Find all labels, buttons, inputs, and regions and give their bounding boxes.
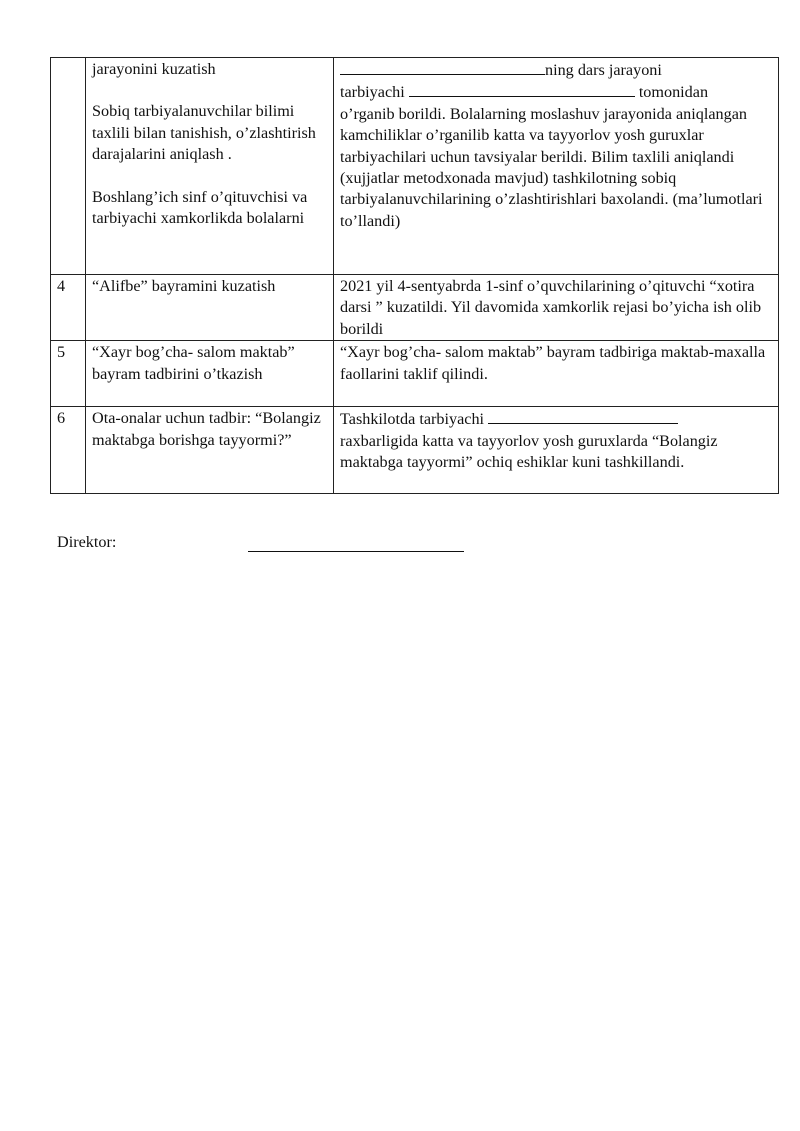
table-row (51, 407, 779, 494)
result-cell (334, 58, 779, 275)
table-row (51, 275, 779, 341)
activity-text: jarayonini kuzatish (92, 60, 216, 78)
activity-cell: Ota-onalar uchun tadbir: “Bolangiz maktabga borishga tayyormi?” (86, 407, 334, 494)
activity-cell: “Xayr bog’cha- salom maktab” bayram tadbirini o’tkazish (86, 341, 334, 407)
result-text: ning dars jarayoni (545, 61, 662, 79)
result-cell: 2021 yil 4-sentyabrda 1-sinf o’quvchilarining o’qituvchi “xotira darsi ” kuzatildi. Yil davomida xamkorlik rejasi bo’yicha ish olib borildi (334, 275, 779, 341)
activity-cell: “Alifbe” bayramini kuzatish (86, 275, 334, 341)
row-number (51, 58, 86, 275)
activity-text: Sobiq tarbiyalanuvchilar bilimi taxlili bilan tanishish, o’zlashtirish darajalarini aniqlash . (92, 102, 316, 164)
table-row (51, 341, 779, 407)
result-cell: “Xayr bog’cha- salom maktab” bayram tadbiriga maktab-maxalla faollarini taklif qilindi. (334, 341, 779, 407)
blank-line (409, 81, 635, 97)
activity-cell (86, 58, 334, 275)
director-label: Direktor: (57, 533, 117, 551)
report-table (50, 57, 779, 494)
row-number: 5 (51, 341, 86, 407)
result-text: o’rganib borildi. Bolalarning moslashuv jarayonida aniqlangan kamchiliklar o’rganilib katta va tayyorlov yosh guruxlar tarbiyachilari uchun tavsiyalar berildi. Bilim taxlili aniqlandi (xujjatlar metodxonada mavjud) tashkilotning sobiq tarbiyalanuvchilarining o’zlashtirishlari baxolandi. (ma’lumotlari to’llandi) (340, 104, 763, 230)
row-number: 6 (51, 407, 86, 494)
blank-line (340, 59, 545, 75)
result-text: tarbiyachi (340, 83, 405, 102)
result-text: raxbarligida katta va tayyorlov yosh guruxlarda “Bolangiz maktabga tayyormi” ochiq eshiklar kuni tashkillandi. (340, 431, 718, 472)
result-cell (334, 407, 779, 494)
row-number: 4 (51, 275, 86, 341)
signature-line (248, 551, 464, 552)
result-text: Tashkilotda tarbiyachi (340, 410, 485, 429)
blank-line (488, 408, 678, 424)
table-row (51, 58, 779, 275)
activity-text: Boshlang’ich sinf o’qituvchisi va tarbiyachi xamkorlikda bolalarni (92, 187, 308, 228)
result-text: tomonidan (638, 83, 709, 102)
